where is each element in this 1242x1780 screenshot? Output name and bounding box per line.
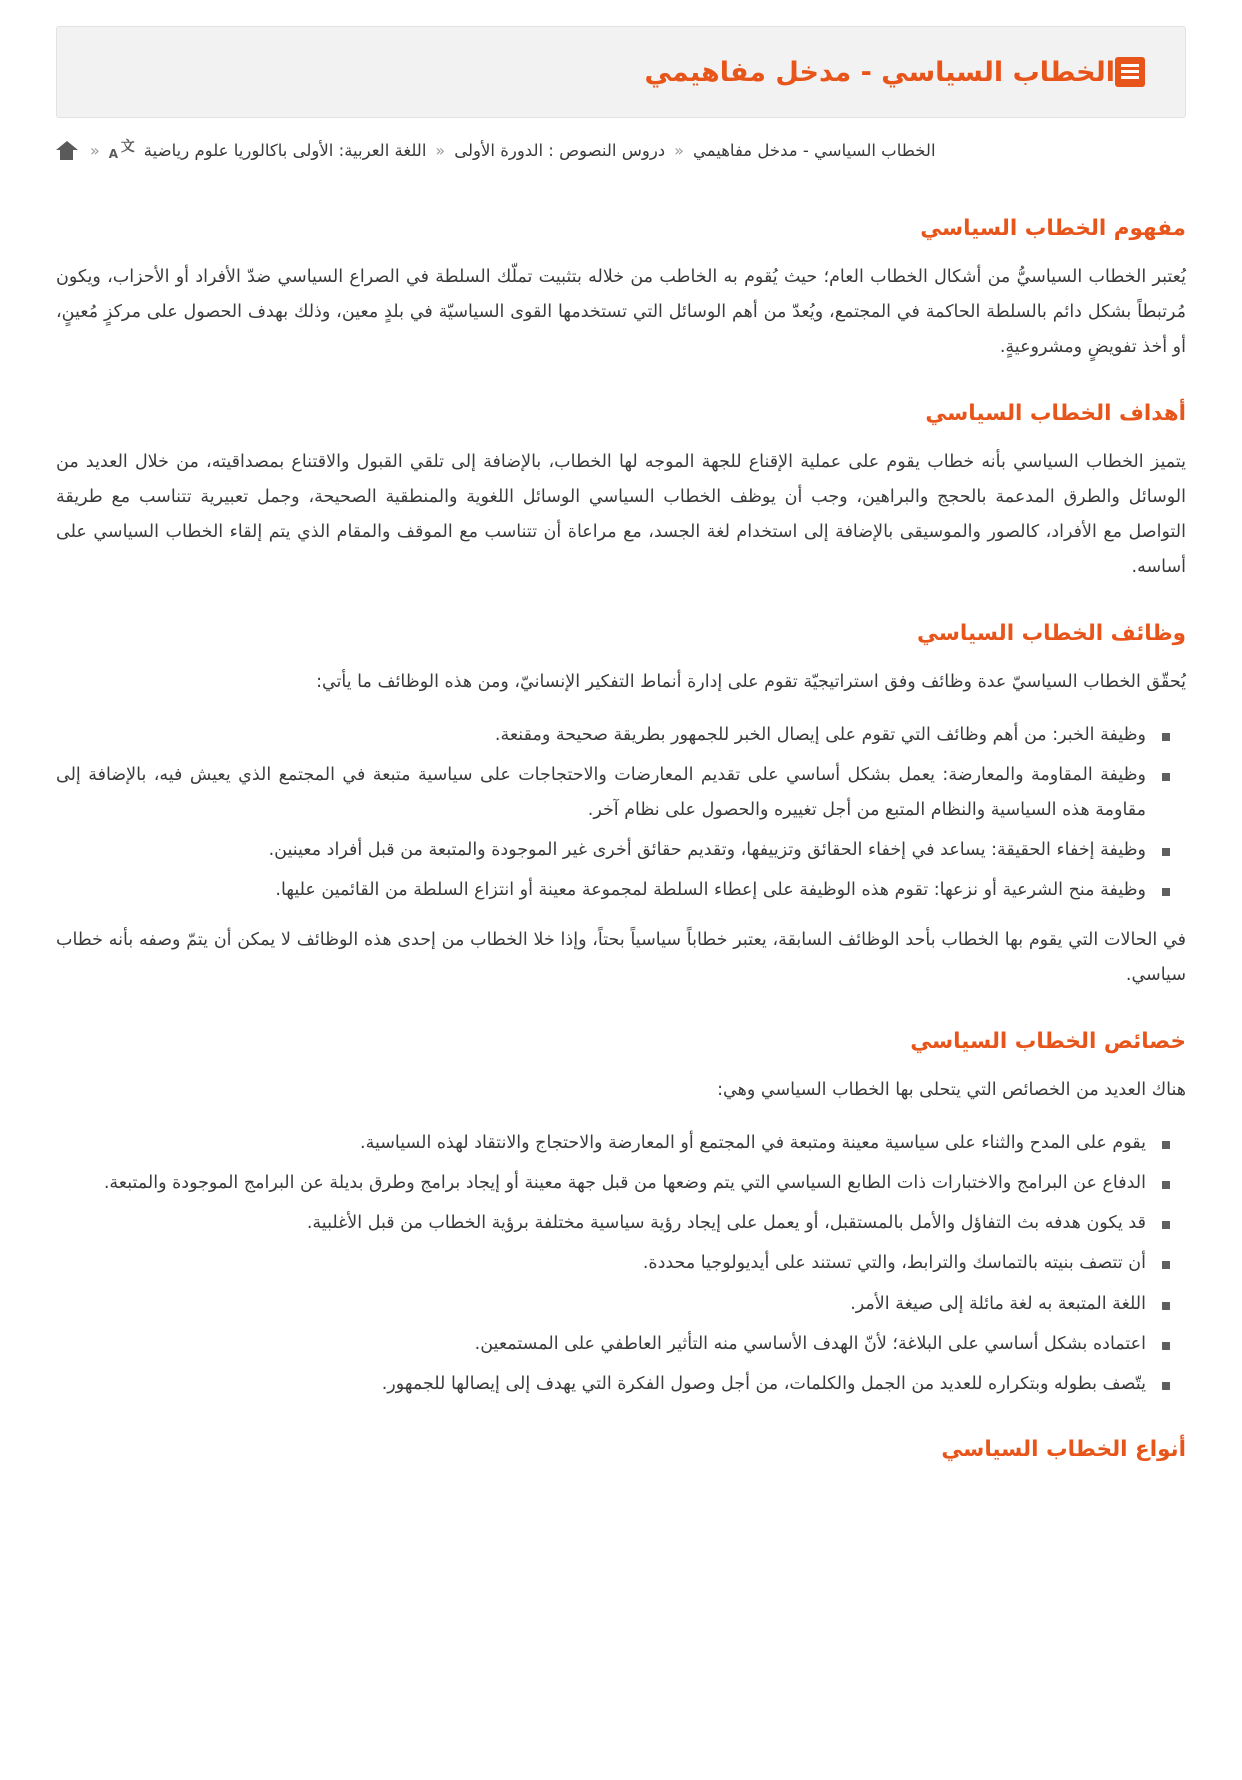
list-item: الدفاع عن البرامج والاختبارات ذات الطابع السياسي التي يتم وضعها من قبل جهة معينة أو إيجاد برامج وطرق بديلة عن البرامج الموجودة والمتبعة. [56,1166,1176,1200]
page-root [0,26,1242,1539]
breadcrumb-separator: « [674,140,684,160]
breadcrumb-item-subject[interactable]: اللغة العربية: الأولى باكالوريا علوم رياضية [143,140,427,160]
section-types [56,1435,1186,1465]
list-item: وظيفة منح الشرعية أو نزعها: تقوم هذه الوظيفة على إعطاء السلطة لمجموعة معينة أو انتزاع السلطة من القائمين عليها. [56,873,1176,907]
section-paragraph: هناك العديد من الخصائص التي يتحلى بها الخطاب السياسي وهي: [717,1080,1186,1100]
section-paragraph: يُحقّق الخطاب السياسيّ عدة وظائف وفق استراتيجيّة تقوم على إدارة أنماط التفكير الإنسانيّ، ومن هذه الوظائف ما يأتي: [316,672,1186,693]
section-paragraph: في الحالات التي يقوم بها الخطاب بأحد الوظائف السابقة، يعتبر خطاباً سياسياً بحتاً، وإذا خلا الخطاب من إحدى هذه الوظائف لا يمكن أن يتمّ وصفه بأنه خطاب سياسي. [56,929,1186,985]
list-item: اعتماده بشكل أساسي على البلاغة؛ لأنّ الهدف الأساسي منه التأثير العاطفي على المستمعين. [56,1327,1176,1361]
section-functions [56,619,1186,993]
section-characteristics [56,1027,1186,1401]
section-paragraph: يتميز الخطاب السياسي بأنه خطاب يقوم على عملية الإقناع للجهة الموجه لها الخطاب، بالإضافة إلى تلقي القبول والاقتناع بمصداقيته، من خلال العديد من الوسائل والطرق المدعمة بالحجج والبراهين، وجب أن يوظف الخطاب السياسي الوسائل اللغوية والمنطقية الصحيحة، وجمل تعبيرية تتناسب مع طريقة التواصل مع الأفراد، كالصور والموسيقى بالإضافة إلى استخدام لغة الجسد، مع مراعاة أن تتناسب مع الموقف والمقام الذي يتم إلقاء الخطاب السياسي على أساسه. [56,452,1186,578]
list-item: يقوم على المدح والثناء على سياسية معينة ومتبعة في المجتمع أو المعارضة والاحتجاج والانتقاد لهذه السياسية. [56,1126,1176,1160]
section-concept [56,214,1186,365]
breadcrumb-separator: « [90,140,100,160]
section-title: أهداف الخطاب السياسي [925,401,1186,427]
functions-list [56,718,1186,907]
list-item: وظيفة المقاومة والمعارضة: يعمل بشكل أساسي على تقديم المعارضات والاحتجاجات على سياسية متبعة في المجتمع الذي يعيش فيه، بالإضافة إلى مقاومة هذه السياسية والنظام المتبع من أجل تغييره والحصول على نظام آخر. [56,758,1176,826]
article-content [56,214,1186,1465]
list-item: يتّصف بطوله وبتكراره للعديد من الجمل والكلمات، من أجل وصول الفكرة التي يهدف إلى إيصالها للجمهور. [56,1367,1176,1401]
section-goals [56,399,1186,585]
breadcrumb[interactable] [56,140,1186,160]
breadcrumb-item-course[interactable]: دروس النصوص : الدورة الأولى [454,140,666,160]
page-title: الخطاب السياسي - مدخل مفاهيمي [644,56,1115,88]
section-title: وظائف الخطاب السياسي [917,621,1186,647]
characteristics-list [56,1126,1186,1401]
breadcrumb-item-current[interactable]: الخطاب السياسي - مدخل مفاهيمي [692,140,936,160]
section-title: أنواع الخطاب السياسي [941,1436,1186,1462]
home-icon[interactable] [56,141,77,160]
list-item: أن تتصف بنيته بالتماسك والترابط، والتي تستند على أيديولوجيا محددة. [56,1246,1176,1280]
list-item: قد يكون هدفه بث التفاؤل والأمل بالمستقبل، أو يعمل على إيجاد رؤية سياسية مختلفة برؤية الخطاب من قبل الأغلبية. [56,1206,1176,1240]
list-item: وظيفة الخبر: من أهم وظائف التي تقوم على إيصال الخبر للجمهور بطريقة صحيحة ومقنعة. [56,718,1176,752]
section-title: خصائص الخطاب السياسي [910,1028,1186,1054]
section-paragraph: يُعتبر الخطاب السياسيُّ من أشكال الخطاب العام؛ حيث يُقوم به الخاطب من خلاله بتثبيت تملّك السلطة في الصراع السياسي ضدّ الأفراد أو الأحزاب، ويكون مُرتبطاً بشكل دائم بالسلطة الحاكمة في المجتمع، ويُعدّ من أهم الوسائل التي تستخدمها القوى السياسيّة في بلدٍ معين، وذلك بهدف الحصول على مركزٍ مُعينٍ، أو أخذ تفويضٍ ومشروعيةٍ. [56,267,1186,358]
section-title: مفهوم الخطاب السياسي [920,216,1186,241]
list-item: اللغة المتبعة به لغة مائلة إلى صيغة الأمر. [56,1287,1176,1321]
list-item: وظيفة إخفاء الحقيقة: يساعد في إخفاء الحقائق وتزييفها، وتقديم حقائق أخرى غير الموجودة والمتبعة من قبل أفراد معينين. [56,833,1176,867]
breadcrumb-separator: « [435,140,446,160]
document-lines-icon [1115,57,1145,87]
translate-icon[interactable]: 文 A [108,139,135,161]
page-header [56,26,1186,118]
